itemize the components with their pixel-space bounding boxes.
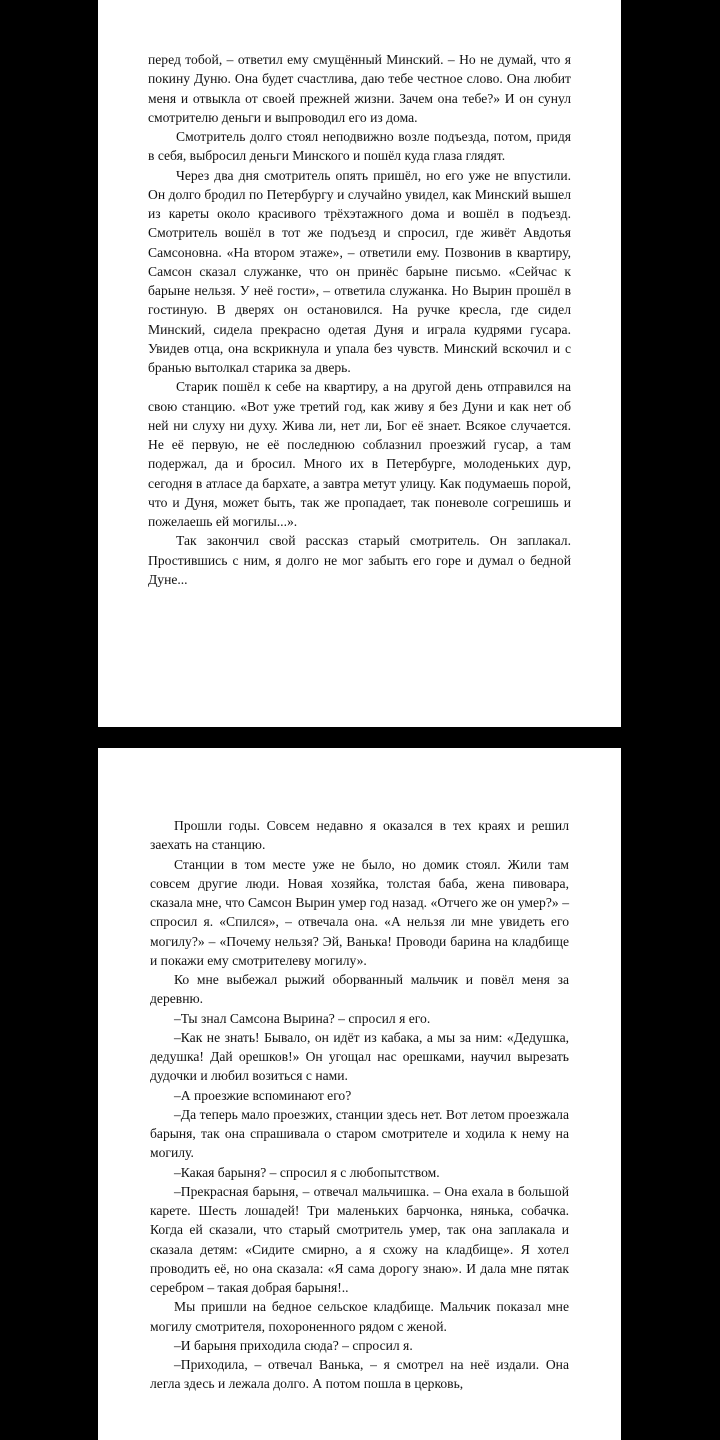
dialogue-dash: – (174, 1010, 181, 1026)
dialogue-line (150, 1028, 569, 1086)
dialogue-dash: – (174, 1087, 181, 1103)
paragraph: Станции в том месте уже не было, но домик стоял. Жили там совсем другие люди. Новая хозяйка, толстая баба, жена пивовара, сказала мне, что Самсон Вырин умер год назад. «Отчего же он умер?» – спросил я. «Спился», – отвечала она. «А нельзя ли мне увидеть его могилу?» – «Почему нельзя? Эй, Ванька! Проводи барина на кладбище и покажи ему смотрителеву могилу». (150, 856, 569, 968)
dialogue-text: Какая барыня? – спросил я с любопытством. (180, 1164, 440, 1180)
dialogue-dash: – (174, 1337, 181, 1353)
dialogue-text: Приходила, – отвечал Ванька, – я смотрел на неё издали. Она легла здесь и лежала долго. А потом пошла в церковь, (150, 1357, 569, 1392)
dialogue-text: А проезжие вспоминают его? (180, 1087, 352, 1103)
dialogue-line (150, 1086, 569, 1105)
dialogue-text: Да теперь мало проезжих, станции здесь нет. Вот летом проезжала барыня, так она спрашивала о старом смотрителе и ходила к нему на могилу. (150, 1106, 569, 1161)
dialogue-text: Ты знал Самсона Вырина? – спросил я его. (180, 1010, 431, 1026)
dialogue-text: Как не знать! Бывало, он идёт из кабака, а мы за ним: «Дедушка, дедушка! Дай орешков!» Он угощал нас орешками, научил вырезать дудочки и любил возиться с нами. (150, 1029, 569, 1084)
dialogue-line (150, 1009, 569, 1028)
dialogue-line (150, 1105, 569, 1163)
dialogue-line (150, 1355, 569, 1394)
paragraph: перед тобой, – ответил ему смущённый Минский. – Но не думай, что я покину Дуню. Она будет счастлива, даю тебе честное слово. Она любит меня и отвыкла от своей прежней жизни. Зачем она тебе?» И он сунул смотрителю деньги и выпроводил его из дома. (148, 52, 571, 125)
dialogue-dash: – (174, 1164, 181, 1180)
dialogue-dash: – (174, 1106, 181, 1122)
paragraph: Мы пришли на бедное сельское кладбище. Мальчик показал мне могилу смотрителя, похороненного рядом с женой. (150, 1299, 569, 1334)
dialogue-dash: – (174, 1029, 181, 1045)
paragraph: Так закончил свой рассказ старый смотритель. Он заплакал. Простившись с ним, я долго не мог забыть его горе и думал о бедной Дуне... (148, 533, 571, 587)
paragraph: Ко мне выбежал рыжий оборванный мальчик и повёл меня за деревню. (150, 972, 569, 1007)
dialogue-dash: – (174, 1357, 181, 1372)
paragraph: Смотритель долго стоял неподвижно возле подъезда, потом, придя в себя, выбросил деньги Минского и пошёл куда глаза глядят. (148, 129, 571, 164)
book-page-bottom (98, 748, 621, 1440)
dialogue-line (150, 1182, 569, 1298)
paragraph: Старик пошёл к себе на квартиру, а на другой день отправился на свою станцию. «Вот уже третий год, как живу я без Дуни и как нет об ней ни слуху ни духу. Жива ли, нет ли, Бог её знает. Всякое случается. Не её первую, не её последнюю соблазнил проезжий гусар, а там подержал, да и бросил. Много их в Петербурге, молоденьких дур, сегодня в атласе да бархате, а завтра метут улицу. Как подумаешь порой, что и Дуня, может быть, так же пропадает, так поневоле согрешишь и пожелаешь ей могилы...». (148, 379, 571, 529)
dialogue-text: И барыня приходила сюда? – спросил я. (180, 1337, 413, 1353)
dialogue-line (150, 1163, 569, 1182)
dialogue-text: Прекрасная барыня, – отвечал мальчишка. – Она ехала в большой карете. Шесть лошадей! Три маленьких барчонка, нянька, собачка. Когда ей сказали, что старый смотритель умер, так она заплакала и сказала детям: «Сидите смирно, а я схожу на кладбище». Я хотел проводить её, но она сказала: «Я сама дорогу знаю». И дала мне пятак серебром – такая добрая барыня!.. (150, 1183, 569, 1295)
paragraph: Прошли годы. Совсем недавно я оказался в тех краях и решил заехать на станцию. (150, 818, 569, 853)
book-page-top (98, 0, 621, 727)
dialogue-dash: – (174, 1183, 181, 1199)
paragraph: Через два дня смотритель опять пришёл, но его уже не впустили. Он долго бродил по Петербургу и случайно увидел, как Минский вышел из кареты около красивого трёхэтажного дома и вошёл в подъезд. Смотритель вошёл в тот же подъезд и спросил, где живёт Авдотья Самсоновна. «На втором этаже», – ответили ему. Позвонив в квартиру, Самсон сказал служанке, что он принёс барыне письмо. «Сейчас к барыне нельзя. У неё гости», – ответила служанка. Но Вырин прошёл в гостиную. В дверях он остановился. На ручке кресла, где сидел Минский, сидела прекрасно одетая Дуня и играла кудрями гусара. Увидев отца, она вскрикнула и упала без чувств. Минский вскочил и с бранью вытолкал старика за дверь. (148, 167, 571, 375)
dialogue-line (150, 1336, 569, 1355)
